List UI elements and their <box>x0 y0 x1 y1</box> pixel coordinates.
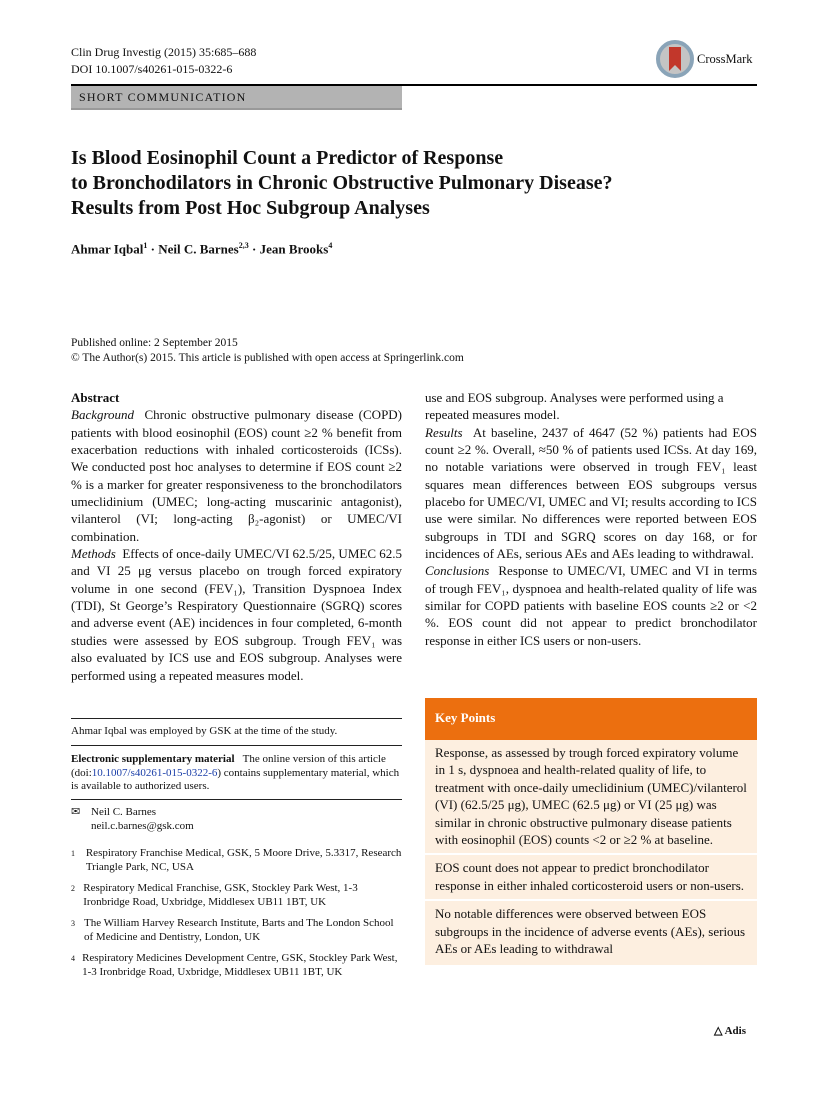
methods-text: Effects of once-daily UMEC/VI 62.5/25, UMEC 62.5 and VI 25 μg versus placebo on trough forced expiratory volume in one second (FEV₁), Transition Dyspnoea Index (TDI), St George’s Respiratory Questionnaire (SGRQ) scores and adverse event (AE) incidences in four completed, 6-month studies were assessed by EOS subgroup. Trough FEV₁ was also evaluated by ICS use and EOS subgroup. Analyses were performed using a repeated measures model. <box>71 546 403 683</box>
conclusions-text: Response to UMEC/VI, UMEC and VI in terms of trough FEV₁, dyspnoea and health-related quality of life was similar for COPD patients with baseline EOS counts ≥2 or <2 %. EOS count did not appear to predict bronchodilator response in either ICS users or non-users. <box>425 563 758 648</box>
article-title <box>71 146 771 221</box>
crossmark-label: CrossMark <box>697 51 753 66</box>
corresponding-author <box>71 806 402 833</box>
author-name[interactable]: Jean Brooks <box>259 241 329 257</box>
publisher-name: Adis <box>724 1025 747 1037</box>
footnote-rule <box>71 745 402 746</box>
author-list <box>71 241 332 257</box>
affiliation-text: Respiratory Medicines Development Centre, GSK, Stockley Park West, 1-3 Ironbridge Road, Uxbridge, Middlesex UB11 1BT, UK <box>82 952 398 978</box>
background-text: Chronic obstructive pulmonary disease (COPD) patients with blood eosinophil (EOS) count ≥2 % benefit from exacerbation reductions with inhaled corticosteroids (ICSs). We conducted post hoc analyses to determine if EOS count ≥2 % is a marker for greater responsiveness to the bronchodilators umeclidinium (UMEC; long-acting muscarinic antagonist), vilanterol (VI; long-acting β₂-agonist) or UMEC/VI combination. <box>71 407 403 544</box>
title-line: to Bronchodilators in Chronic Obstructive Pulmonary Disease? <box>71 172 613 194</box>
key-point: EOS count does not appear to predict bronchodilator response in either inhaled corticosteroid users or non-users. <box>425 855 757 901</box>
affiliation-item <box>71 917 402 944</box>
publisher-logo <box>714 1024 746 1037</box>
section-label: SHORT COMMUNICATION <box>71 86 402 110</box>
abstract-left-column <box>71 389 403 683</box>
crossmark-badge[interactable] <box>656 40 753 78</box>
methods-label: Methods <box>71 546 116 562</box>
affiliation-number: 2 <box>71 884 75 893</box>
abstract-right-column <box>425 389 757 649</box>
author-name[interactable]: Ahmar Iqbal <box>71 241 144 257</box>
doi: DOI 10.1007/s40261-015-0322-6 <box>71 62 233 76</box>
conclusions-label: Conclusions <box>425 563 490 579</box>
journal-citation <box>71 44 256 78</box>
employment-note: Ahmar Iqbal was employed by GSK at the time of the study. <box>71 725 338 737</box>
envelope-icon: ✉ <box>71 806 81 818</box>
publication-info <box>71 336 464 366</box>
affiliation-item <box>71 847 402 874</box>
author-name[interactable]: Neil C. Barnes <box>158 241 239 257</box>
key-points-box <box>425 698 757 965</box>
title-line: Is Blood Eosinophil Count a Predictor of Response <box>71 147 504 169</box>
author-affiliation: 1 <box>143 241 148 250</box>
abstract-background <box>71 406 402 545</box>
results-label: Results <box>425 424 463 440</box>
author-affiliation: 4 <box>328 241 333 250</box>
adis-triangle-icon: △ <box>714 1025 725 1037</box>
affiliation-number: 1 <box>71 849 75 858</box>
abstract-results <box>425 424 757 563</box>
key-points-heading: Key Points <box>425 698 757 740</box>
affiliation-number: 4 <box>71 954 75 963</box>
abstract-methods-continued: use and EOS subgroup. Analyses were performed using a repeated measures model. <box>425 390 724 423</box>
esm-text: The online version of this article (doi: <box>71 753 386 779</box>
affiliations <box>71 847 402 979</box>
esm-label: Electronic supplementary material <box>71 753 235 765</box>
author-separator: · <box>147 241 159 257</box>
esm-doi-link[interactable]: 10.1007/s40261-015-0322-6 <box>91 766 218 779</box>
affiliation-text: Respiratory Franchise Medical, GSK, 5 Moore Drive, 5.3317, Research Triangle Park, NC, USA <box>85 847 402 873</box>
title-line: Results from Post Hoc Subgroup Analyses <box>71 197 430 219</box>
abstract-methods <box>71 545 403 683</box>
published-date: Published online: 2 September 2015 <box>71 337 238 349</box>
esm-text: ) contains supplementary material, which is available to authorized users. <box>71 766 400 792</box>
affiliation-number: 3 <box>71 919 75 928</box>
background-label: Background <box>71 407 135 423</box>
contact-name: Neil C. Barnes <box>91 806 157 818</box>
esm-note <box>71 753 402 794</box>
affiliation-item <box>71 882 402 909</box>
footnote-rule <box>71 718 402 719</box>
key-point: Response, as assessed by trough forced expiratory volume in 1 s, dyspnoea and health-related quality of life, to treatment with once-daily umeclidinium (UMEC)/vilanterol (VI) (62.5/25 μg), UMEC (62.5 μg) or VI (25 μg) was similar in chronic obstructive pulmonary disease patients with eosinophil (EOS) counts <2 or ≥2 % at baseline. <box>425 740 757 855</box>
results-text: At baseline, 2437 of 4647 (52 %) patients had EOS count ≥2 %. Overall, ≈50 % of patients used ICSs. At day 169, no notable variations were observed in trough FEV₁ least squares mean differences between EOS subgroups versus placebo for UMEC/VI, UMEC and VI; results according to ICS use were similar. No differences were reported between EOS subgroups in TDI and SGRQ scores on day 168, or for incidences of AEs, serious AEs and AEs leading to withdrawal. <box>425 424 757 562</box>
affiliation-text: The William Harvey Research Institute, Barts and The London School of Medicine and Dentistry, London, UK <box>84 917 394 943</box>
crossmark-icon <box>656 40 694 78</box>
abstract-heading: Abstract <box>71 390 120 405</box>
contact-email[interactable]: neil.c.barnes@gsk.com <box>91 819 194 832</box>
journal-ref: Clin Drug Investig (2015) 35:685–688 <box>71 45 257 59</box>
author-affiliation: 2,3 <box>238 241 249 250</box>
abstract-conclusions <box>425 562 757 649</box>
footnote-rule <box>71 799 402 800</box>
affiliation-text: Respiratory Medical Franchise, GSK, Stockley Park West, 1-3 Ironbridge Road, Uxbridge, Middlesex UB11 1BT, UK <box>83 882 358 908</box>
copyright: © The Author(s) 2015. This article is published with open access at Springerlink.com <box>71 352 464 364</box>
key-point: No notable differences were observed between EOS subgroups in the incidence of adverse events (AEs), serious AEs or AEs leading to withdrawal <box>435 906 746 957</box>
affiliation-item <box>71 952 402 979</box>
author-separator: · <box>248 241 260 257</box>
